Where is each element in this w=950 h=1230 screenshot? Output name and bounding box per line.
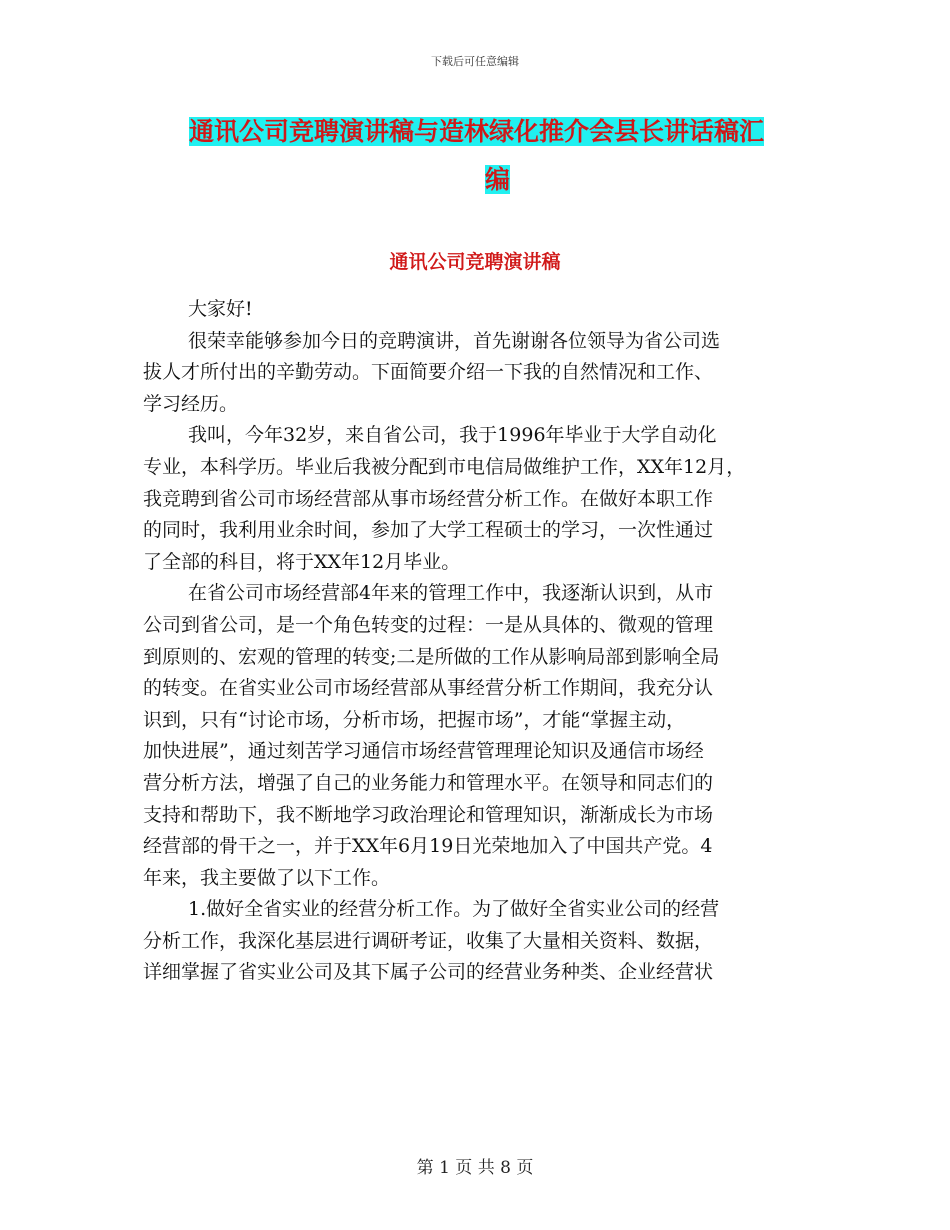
body-line: 公司到省公司，是一个角色转变的过程：一是从具体的、微观的管理: [143, 613, 714, 636]
body-line: 大家好!: [188, 298, 253, 320]
body-line: 了全部的科目，将于XX年12月毕业。: [143, 550, 461, 573]
document-title-line-1: 通讯公司竞聘演讲稿与造林绿化推介会县长讲话稿汇: [189, 117, 765, 146]
body-line: 加快进展”，通过刻苦学习通信市场经营管理理论知识及通信市场经: [143, 740, 704, 763]
body-line: 我叫，今年32岁，来自省公司，我于1996年毕业于大学自动化: [188, 424, 717, 447]
body-line: 拔人才所付出的辛勤劳动。下面简要介绍一下我的自然情况和工作、: [143, 361, 714, 384]
page-footer: 第 1 页 共 8 页: [416, 1158, 534, 1178]
body-line: 营分析方法，增强了自己的业务能力和管理水平。在领导和同志们的: [143, 771, 714, 794]
body-text: [143, 294, 808, 989]
body-line: 支持和帮助下，我不断地学习政治理论和管理知识，渐渐成长为市场: [143, 803, 714, 826]
body-line: 在省公司市场经营部4年来的管理工作中，我逐渐认识到，从市: [188, 582, 714, 605]
body-line: 年来，我主要做了以下工作。: [143, 866, 391, 889]
body-line: 详细掌握了省实业公司及其下属子公司的经营业务种类、企业经营状: [143, 961, 714, 984]
body-line: 学习经历。: [143, 392, 239, 415]
body-line: 专业，本科学历。毕业后我被分配到市电信局做维护工作，XX年12月，: [143, 455, 746, 478]
section-title: 通讯公司竞聘演讲稿: [389, 251, 561, 273]
body-line: 很荣幸能够参加今日的竞聘演讲，首先谢谢各位领导为省公司选: [188, 329, 721, 352]
body-line: 经营部的骨干之一，并于XX年6月19日光荣地加入了中国共产党。4: [143, 835, 713, 858]
body-line: 分析工作，我深化基层进行调研考证，收集了大量相关资料、数据，: [143, 929, 714, 952]
body-line: 1.做好全省实业的经营分析工作。为了做好全省实业公司的经营: [188, 898, 720, 921]
body-line: 我竞聘到省公司市场经营部从事市场经营分析工作。在做好本职工作: [143, 487, 714, 510]
body-line: 到原则的、宏观的管理的转变;二是所做的工作从影响局部到影响全局: [143, 645, 720, 668]
document-title-line-2: 编: [484, 165, 510, 194]
body-line: 的转变。在省实业公司市场经营部从事经营分析工作期间，我充分认: [143, 677, 714, 700]
body-line: 的同时，我利用业余时间，参加了大学工程硕士的学习，一次性通过: [143, 519, 714, 542]
header-note: 下载后可任意编辑: [431, 55, 519, 68]
body-line: 识到，只有“讨论市场，分析市场，把握市场”，才能“掌握主动，: [143, 708, 686, 731]
document-title: [185, 108, 810, 204]
